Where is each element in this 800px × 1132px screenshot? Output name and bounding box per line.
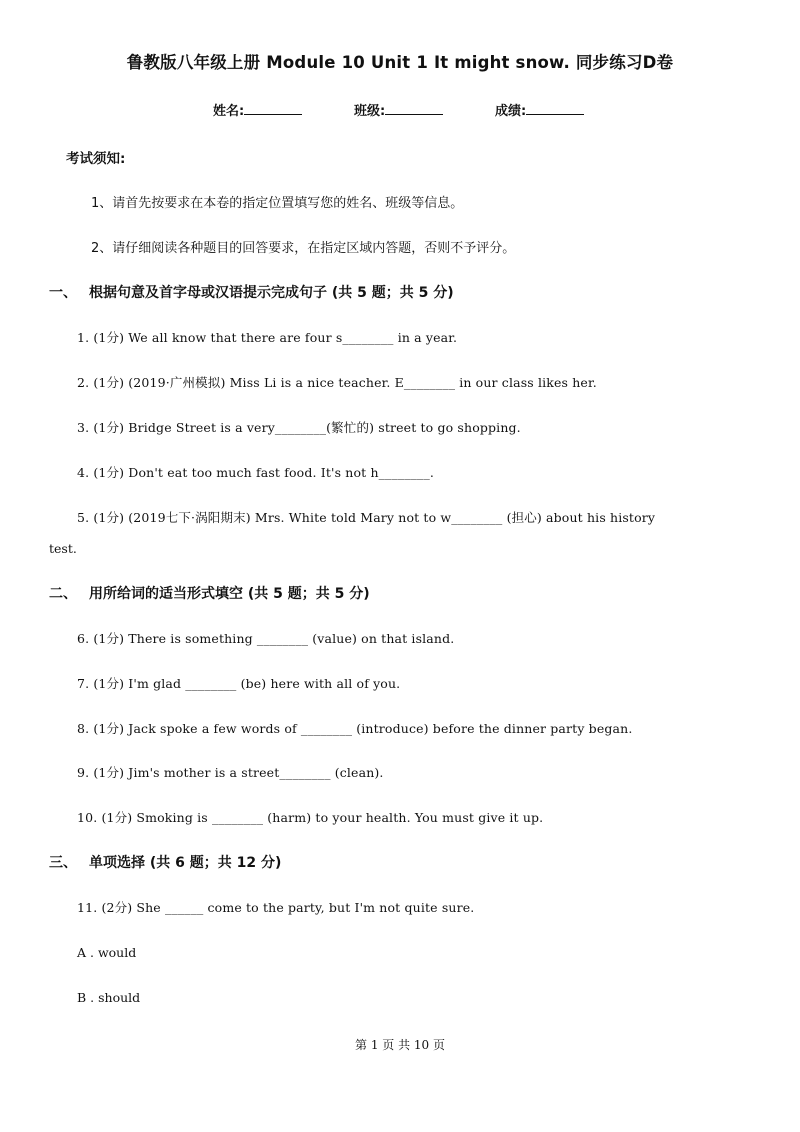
section-number: 一、	[49, 285, 77, 301]
class-blank[interactable]	[385, 102, 443, 115]
class-field	[354, 100, 443, 119]
option-a: A . would	[77, 945, 137, 960]
question: 9. (1分) Jim's mother is a street________ (clean).	[77, 765, 384, 780]
name-field	[213, 100, 302, 119]
name-blank[interactable]	[244, 102, 302, 115]
section-title: 根据句意及首字母或汉语提示完成句子 (共 5 题；共 5 分)	[89, 285, 454, 301]
name-label: 姓名:	[213, 104, 245, 119]
section-title: 用所给词的适当形式填空 (共 5 题；共 5 分)	[89, 586, 370, 602]
section-heading	[49, 282, 454, 302]
section-title: 单项选择 (共 6 题；共 12 分)	[89, 855, 282, 871]
question: 2. (1分) (2019·广州模拟) Miss Li is a nice teacher. E________ in our class likes her.	[77, 375, 597, 390]
question-continuation: test.	[49, 541, 77, 556]
question: 1. (1分) We all know that there are four s________ in a year.	[77, 330, 458, 345]
notice-item: 2、请仔细阅读各种题目的回答要求，在指定区域内答题，否则不予评分。	[91, 241, 516, 256]
question: 4. (1分) Don't eat too much fast food. It's not h________.	[77, 465, 434, 480]
question: 7. (1分) I'm glad ________ (be) here with all of you.	[77, 676, 401, 691]
section-number: 二、	[49, 586, 77, 602]
document-title: 鲁教版八年级上册 Module 10 Unit 1 It might snow. 同步练习D卷	[126, 53, 674, 72]
section-heading	[49, 852, 281, 872]
option-b: B . should	[77, 990, 141, 1005]
score-blank[interactable]	[526, 102, 584, 115]
question: 5. (1分) (2019七下·涡阳期末) Mrs. White told Mary not to w________ (担心) about his history	[77, 510, 656, 525]
question: 10. (1分) Smoking is ________ (harm) to your health. You must give it up.	[77, 810, 544, 825]
section-heading	[49, 583, 370, 603]
score-field	[495, 100, 584, 119]
class-label: 班级:	[354, 104, 386, 119]
question: 6. (1分) There is something ________ (value) on that island.	[77, 631, 455, 646]
page-footer: 第 1 页 共 10 页	[355, 1038, 445, 1052]
question: 3. (1分) Bridge Street is a very________(繁忙的) street to go shopping.	[77, 420, 521, 435]
question: 11. (2分) She ______ come to the party, but I'm not quite sure.	[77, 900, 475, 915]
notice-item: 1、请首先按要求在本卷的指定位置填写您的姓名、班级等信息。	[91, 196, 464, 211]
question: 8. (1分) Jack spoke a few words of ________ (introduce) before the dinner party began.	[77, 721, 633, 736]
notice-heading: 考试须知:	[66, 151, 126, 167]
section-number: 三、	[49, 855, 77, 871]
score-label: 成绩:	[495, 104, 527, 119]
